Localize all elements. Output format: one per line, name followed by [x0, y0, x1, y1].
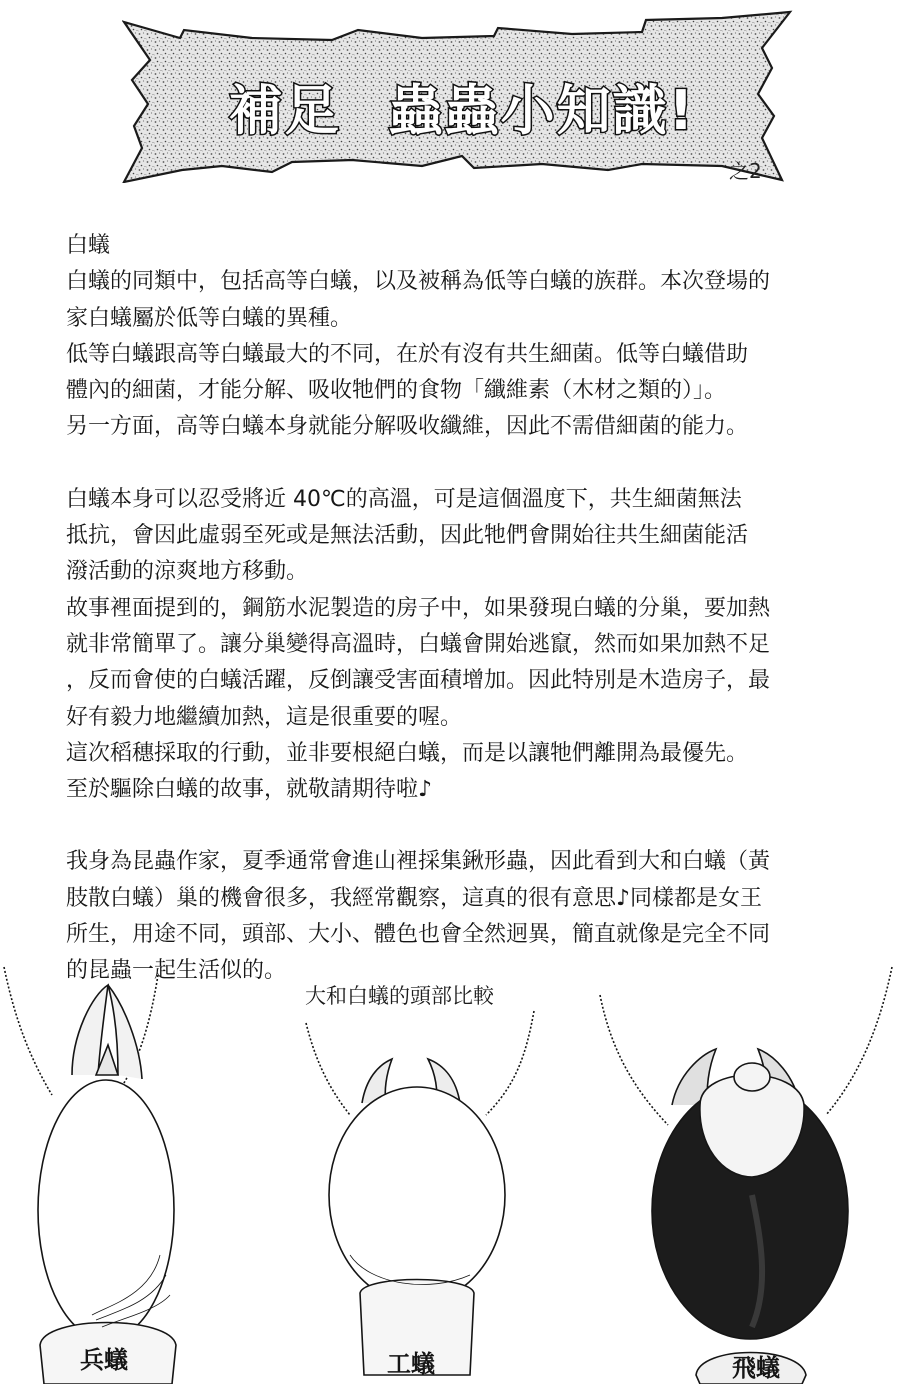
paragraph-break	[66, 446, 856, 482]
text-line: 抵抗，會因此虛弱至死或是無法活動，因此牠們會開始往共生細菌能活	[66, 523, 749, 549]
text-line: 的昆蟲一起生活似的。	[66, 958, 287, 984]
banner-title-part2: 蟲蟲小知識!	[388, 79, 696, 142]
article-body	[66, 228, 856, 990]
text-line: 肢散白蟻）巢的機會很多，我經常觀察，這真的很有意思♪同樣都是女王	[66, 885, 763, 911]
text-line: 低等白蟻跟高等白蟻最大的不同，在於有沒有共生細菌。低等白蟻借助	[66, 341, 749, 367]
text-line: 就非常簡單了。讓分巢變得高溫時，白蟻會開始逃竄，然而如果加熱不足	[66, 631, 771, 657]
part-number: 之2	[729, 159, 762, 183]
label-worker-termite: 工蟻	[387, 1350, 435, 1378]
label-soldier-termite: 兵蟻	[80, 1346, 128, 1374]
text-line: 潑活動的涼爽地方移動。	[66, 559, 309, 585]
soldier-termite-head-icon	[4, 967, 176, 1384]
article-heading: 白蟻	[66, 233, 111, 258]
banner-title-part1: 補足	[228, 79, 341, 142]
text-line: 所生，用途不同，頭部、大小、體色也會全然迥異，簡直就像是完全不同	[66, 922, 771, 948]
text-line: 體內的細菌，才能分解、吸收牠們的食物「纖維素（木材之類的）」。	[66, 378, 727, 404]
text-line: 故事裡面提到的，鋼筋水泥製造的房子中，如果發現白蟻的分巢，要加熱	[66, 595, 771, 621]
text-line: 這次稻穗採取的行動，並非要根絕白蟻，而是以讓牠們離開為最優先。	[66, 740, 749, 766]
title-banner	[122, 8, 802, 183]
worker-termite-head-icon	[306, 1011, 534, 1375]
paragraph-break	[66, 808, 856, 844]
termite-heads-illustration	[0, 955, 912, 1384]
text-line: 家白蟻屬於低等白蟻的異種。	[66, 305, 353, 331]
text-line: ，反而會使的白蟻活躍，反倒讓受害面積增加。因此特別是木造房子，最	[66, 668, 771, 694]
text-line: 另一方面，高等白蟻本身就能分解吸收纖維，因此不需借細菌的能力。	[66, 414, 749, 440]
banner-title	[122, 68, 802, 145]
text-line: 至於驅除白蟻的故事，就敬請期待啦♪	[66, 777, 433, 803]
label-alate-termite: 飛蟻	[732, 1354, 780, 1382]
termite-head-comparison-figure	[0, 955, 912, 1384]
text-line: 好有毅力地繼續加熱，這是很重要的喔。	[66, 704, 463, 730]
figure-caption: 大和白蟻的頭部比較	[305, 984, 494, 1008]
text-line: 我身為昆蟲作家，夏季通常會進山裡採集鍬形蟲，因此看到大和白蟻（黃	[66, 849, 771, 875]
alate-termite-head-icon	[600, 967, 892, 1384]
text-line: 白蟻本身可以忍受將近 40℃的高溫，可是這個溫度下，共生細菌無法	[66, 486, 742, 512]
text-line: 白蟻的同類中，包括高等白蟻，以及被稱為低等白蟻的族群。本次登場的	[66, 269, 771, 295]
